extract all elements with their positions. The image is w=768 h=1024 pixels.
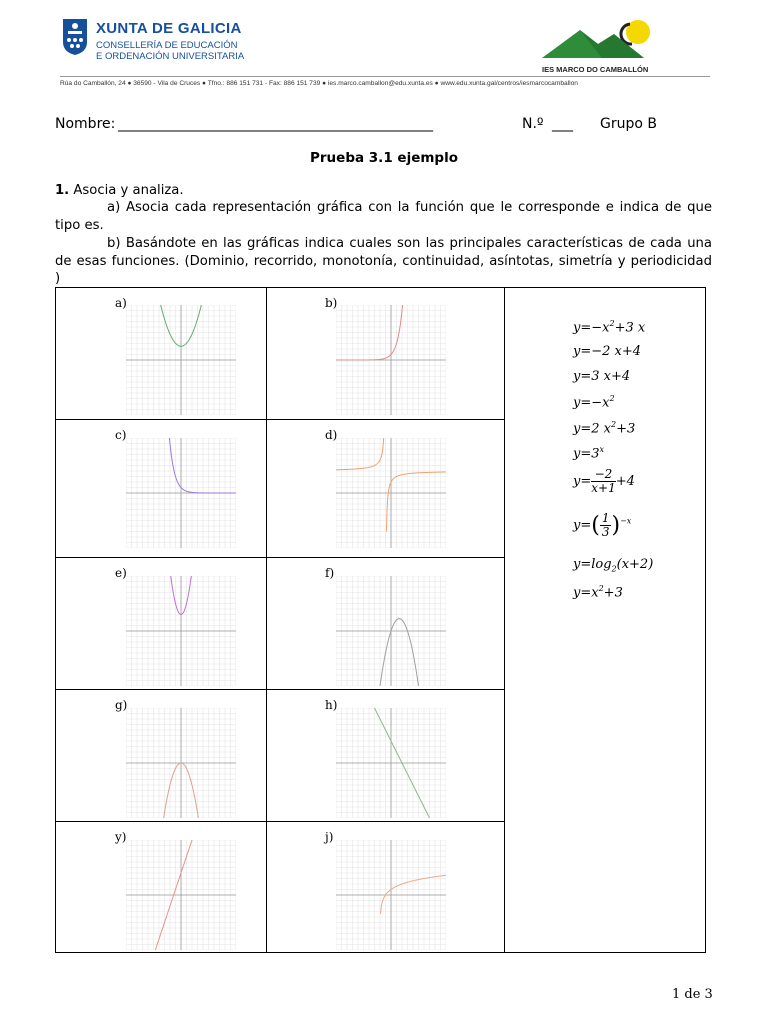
test-title: Prueba 3.1 ejemplo [310, 150, 458, 166]
function-1: $y=-x^2+3$ x [573, 319, 646, 336]
function-4: $y=-x^2$ [573, 394, 615, 411]
graph-g-plot [126, 708, 236, 818]
xunta-coat-of-arms-icon [62, 18, 88, 56]
graph-d-plot [336, 438, 446, 548]
question-title-text: Asocia y analiza. [73, 183, 184, 198]
header-divider [60, 76, 710, 77]
graph-f-plot [336, 576, 446, 686]
function-8: y=( $\frac{1}{3}$ )$^{-x}$ [573, 511, 632, 539]
question-title [55, 182, 184, 200]
graph-h-plot [336, 708, 446, 818]
graph-label-c: c) [115, 428, 127, 442]
name-field[interactable]: _____________________________________________ [118, 116, 433, 132]
function-6: $y=3^x$ [573, 445, 605, 462]
graph-e-plot [126, 576, 236, 686]
group-label: Grupo B [600, 116, 657, 132]
name-label: Nombre: [55, 116, 116, 132]
graph-label-a: a) [115, 296, 127, 310]
graph-c-plot [126, 438, 236, 548]
graph-label-e: e) [115, 566, 127, 580]
graph-a-plot [126, 305, 236, 415]
graph-b-plot [336, 305, 446, 415]
function-9: $y=\log_2(x+2)$ [573, 557, 654, 574]
institution-title: XUNTA DE GALICIA [96, 20, 242, 37]
function-7: y= $\frac{-2}{x+1}$ +4 [573, 467, 635, 495]
question-number: 1. [55, 183, 70, 198]
function-2: y=−2 x+4 [573, 344, 642, 359]
graph-label-h: h) [325, 698, 338, 712]
department-line-1: CONSELLERÍA DE EDUCACIÓN [96, 40, 238, 51]
question-part-a: a) Asocia cada representación gráfica con la función que le corresponde e indica de que tipo es. [55, 200, 712, 233]
number-label: N.º [522, 116, 544, 132]
graph-label-b: b) [325, 296, 338, 310]
function-curve [378, 619, 422, 686]
department-line-2: E ORDENACIÓN UNIVERSITARIA [96, 51, 245, 62]
graph-y-plot [126, 840, 236, 950]
graph-label-f: f) [325, 566, 335, 580]
graph-label-d: d) [325, 428, 338, 442]
school-name: IES MARCO DO CAMBALLÓN [542, 65, 649, 74]
function-10: $y=x^2+3$ [573, 584, 623, 601]
school-mountain-logo-icon [540, 16, 658, 64]
question-part-b: b) Basándote en las gráficas indica cuales son las principales características de cada una de esas funciones. (Dominio, recorrido, monotonía, continuidad, asíntotas, simetría y periodicidad ) [55, 236, 712, 286]
graph-j-plot [336, 840, 446, 950]
graph-label-g: g) [115, 698, 128, 712]
graph-label-y: y) [115, 830, 127, 844]
number-field[interactable]: ___ [552, 116, 573, 132]
contact-line: Rúa do Camballón, 24 ● 36590 - Vila de Cruces ● Tfno.: 886 151 731 - Fax: 886 151 739 ● ies.marco.camballon@edu.xunta.es ● www.edu.xunta.gal/centros/iesmarcocamballon [60, 80, 578, 87]
graph-label-j: j) [325, 830, 334, 844]
page-number: 1 de 3 [672, 987, 713, 1002]
function-3: y=3 x+4 [573, 369, 631, 384]
function-5: y=2 $x^2+3$ [573, 420, 636, 437]
